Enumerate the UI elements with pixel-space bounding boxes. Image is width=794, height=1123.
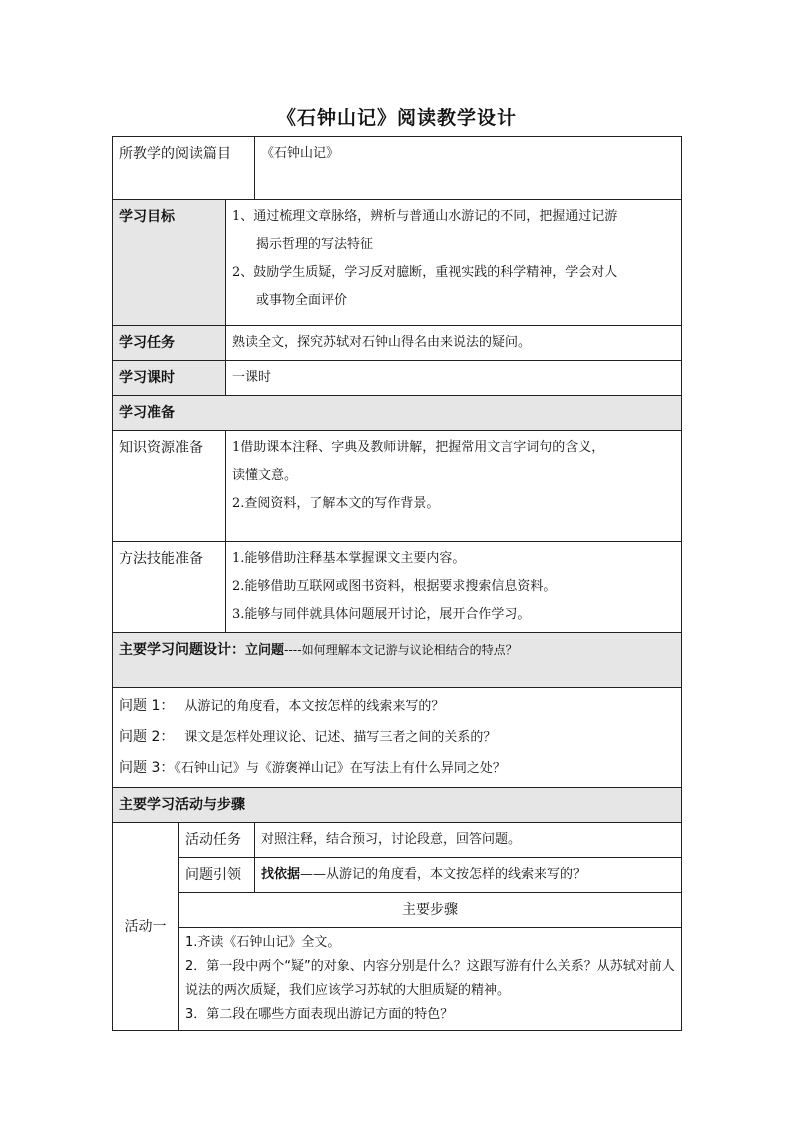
task-label: 学习任务	[113, 326, 226, 361]
hours-value: 一课时	[226, 361, 682, 396]
guide-lead: 找依据	[261, 867, 301, 882]
question-item	[119, 722, 675, 753]
questions-row	[113, 688, 682, 788]
task-row	[113, 326, 682, 361]
question-text: 课文是怎样处理议论、记述、描写三者之间的关系的？	[184, 730, 497, 745]
hours-row	[113, 361, 682, 396]
steps-label: 主要步骤	[179, 893, 682, 928]
steps-row	[113, 928, 682, 1031]
problem-design-lead: 立问题	[245, 643, 285, 658]
question-label: 问题 1：	[119, 698, 175, 714]
problem-design-row	[113, 633, 682, 688]
goals-row	[113, 200, 682, 326]
goals-content	[226, 200, 682, 326]
activities-label: 主要学习活动与步骤	[113, 788, 682, 823]
knowledge-prep-content	[226, 431, 682, 542]
method-prep-row	[113, 542, 682, 633]
knowledge-prep-label: 知识资源准备	[113, 431, 226, 542]
problem-design-label: 主要学习问题设计：	[119, 642, 245, 658]
lesson-plan-table	[112, 136, 682, 1031]
guide-text: ——从游记的角度看，本文按怎样的线索来写的？	[300, 867, 587, 882]
knowledge-prep-row	[113, 431, 682, 542]
question-label: 问题 3：	[119, 760, 175, 776]
activity1-label: 活动一	[113, 823, 179, 1031]
goal-line: 2、鼓励学生质疑，学习反对臆断，重视实践的科学精神，学会对人	[232, 265, 618, 280]
method-line: 3.能够与同伴就具体问题展开讨论，展开合作学习。	[232, 607, 531, 622]
activity-task-label: 活动任务	[179, 823, 255, 858]
problem-design-text: 如何理解本文记游与议论相结合的特点？	[301, 643, 518, 657]
question-text: 从游记的角度看，本文按怎样的线索来写的？	[184, 699, 445, 714]
activity-task-value: 对照注释，结合预习，讨论段意，回答问题。	[255, 823, 682, 858]
prep-header-row	[113, 396, 682, 431]
activity-guide-label: 问题引领	[179, 858, 255, 893]
goal-line: 或事物全面评价	[256, 293, 348, 308]
activity-guide-value	[255, 858, 682, 893]
method-line: 1.能够借助注释基本掌握课文主要内容。	[232, 551, 466, 566]
reading-title-row	[113, 137, 682, 200]
activity-guide-row	[113, 858, 682, 893]
step-item: 2．第一段中两个“疑”的对象、内容分别是什么？这跟写游有什么关系？从苏轼对前人说法的两次质疑，我们应该学习苏轼的大胆质疑的精神。	[185, 959, 675, 998]
steps-content	[179, 928, 682, 1031]
task-value: 熟读全文，探究苏轼对石钟山得名由来说法的疑问。	[226, 326, 682, 361]
method-prep-content	[226, 542, 682, 633]
knowledge-line: 2.查阅资料，了解本文的写作背景。	[232, 496, 440, 511]
knowledge-line: 读懂文意。	[232, 468, 298, 483]
question-text: 《石钟山记》与《游褒禅山记》在写法上有什么异同之处？	[174, 761, 506, 776]
activity-task-row	[113, 823, 682, 858]
prep-label: 学习准备	[113, 396, 682, 431]
document-title: 《石钟山记》阅读教学设计	[276, 107, 517, 129]
problem-design-cell	[113, 633, 682, 688]
method-prep-label: 方法技能准备	[113, 542, 226, 633]
step-item: 1.齐读《石钟山记》全文。	[185, 935, 341, 950]
questions-cell	[113, 688, 682, 788]
steps-header-row	[113, 893, 682, 928]
reading-title-value: 《石钟山记》	[255, 137, 682, 200]
goals-label: 学习目标	[113, 200, 226, 326]
question-item	[119, 691, 675, 722]
question-label: 问题 2：	[119, 729, 175, 745]
hours-label: 学习课时	[113, 361, 226, 396]
problem-design-dashes: ----	[284, 643, 302, 658]
goal-line: 揭示哲理的写法特征	[256, 237, 374, 252]
method-line: 2.能够借助互联网或图书资料，根据要求搜索信息资料。	[232, 579, 557, 594]
knowledge-line: 1借助课本注释、字典及教师讲解，把握常用文言字词句的含义，	[232, 440, 605, 455]
question-item	[119, 753, 675, 784]
goal-line: 1、通过梳理文章脉络，辨析与普通山水游记的不同，把握通过记游	[232, 209, 618, 224]
step-item: 3．第二段在哪些方面表现出游记方面的特色？	[185, 1007, 454, 1022]
activities-header-row	[113, 788, 682, 823]
reading-title-label: 所教学的阅读篇目	[113, 137, 255, 200]
